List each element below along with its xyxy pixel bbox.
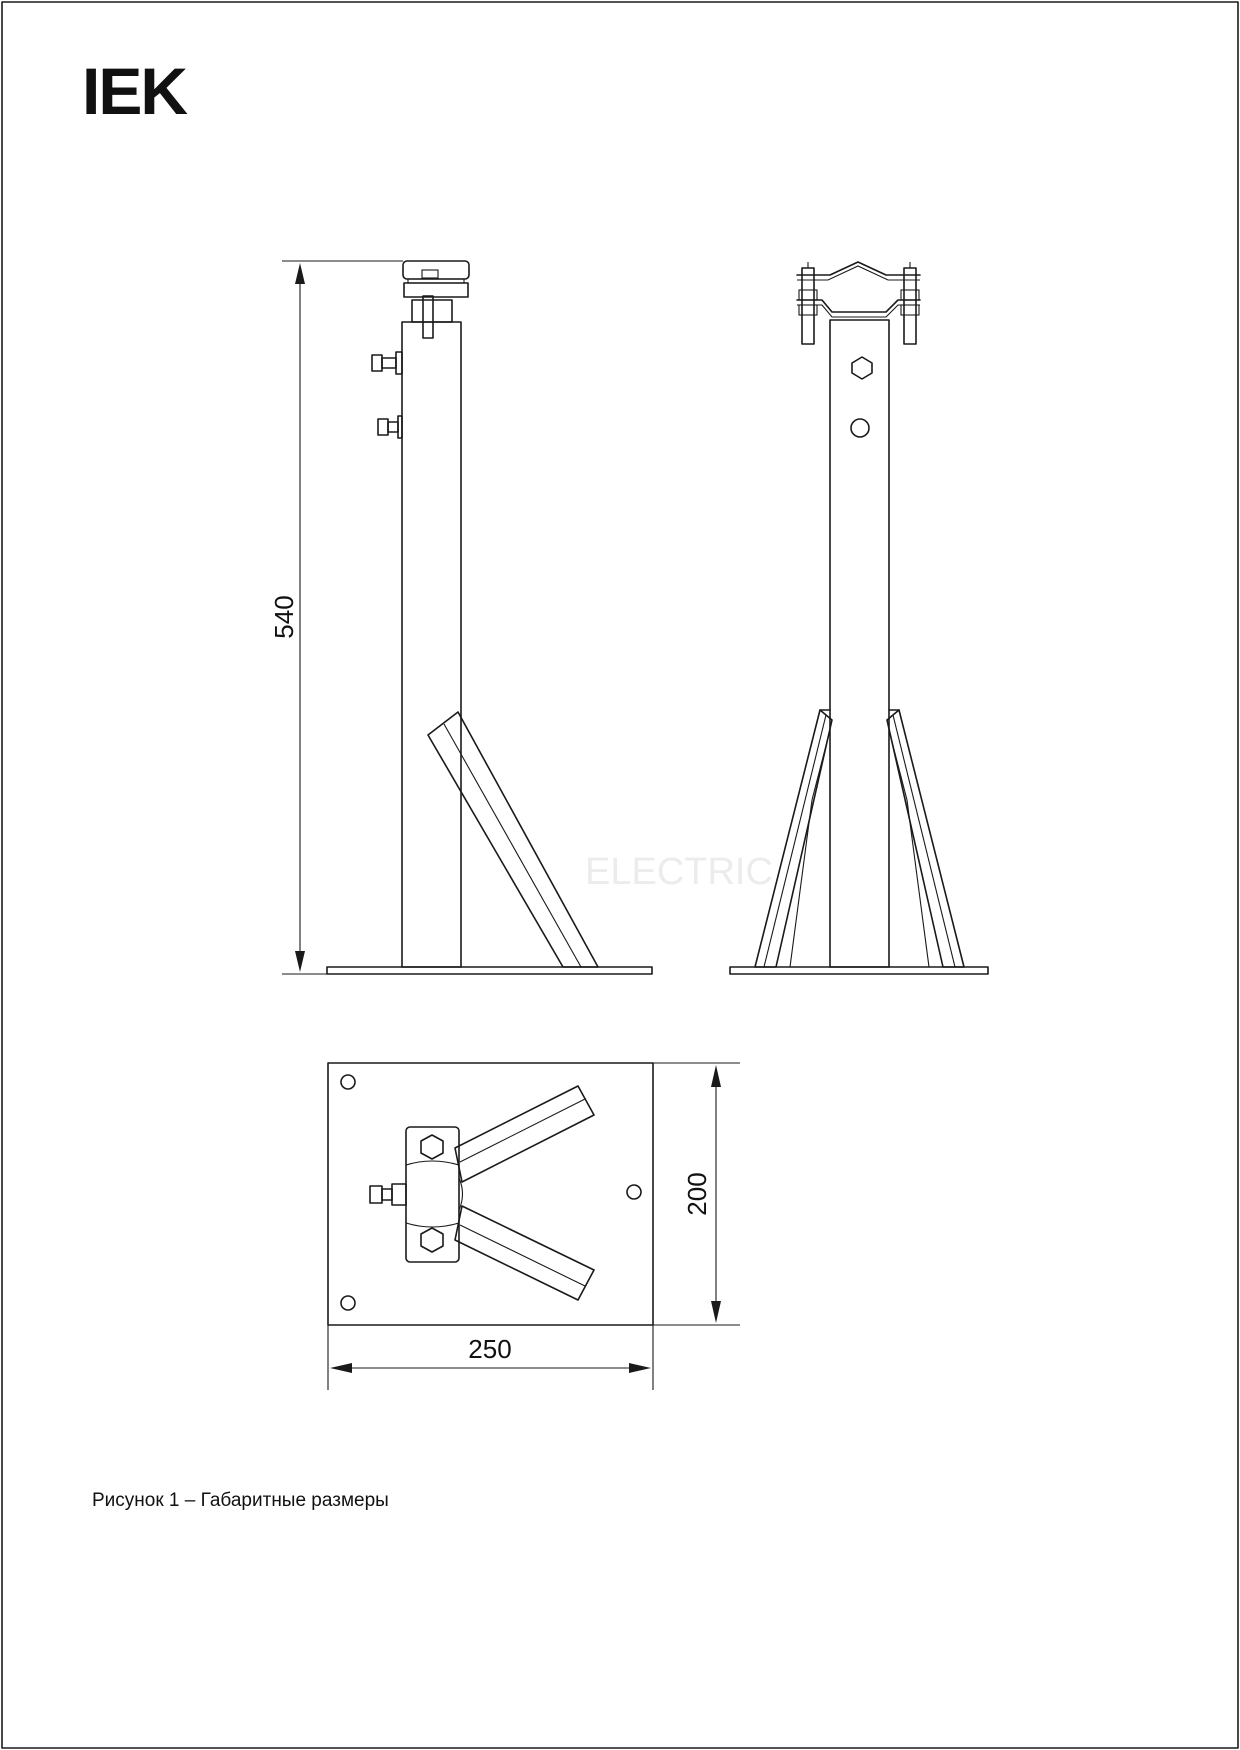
mount-hole-top-left [341, 1075, 355, 1089]
width-arrow-left [330, 1363, 352, 1373]
top-side-bolt [370, 1184, 406, 1205]
height-dimension-label: 540 [269, 595, 299, 639]
mount-hole-bottom-left [341, 1296, 355, 1310]
depth-arrow-top [711, 1065, 721, 1087]
height-arrow-bottom [295, 951, 305, 972]
front-pipe-clamp [797, 262, 920, 344]
front-hole-hex [852, 357, 872, 379]
side-base-plate [327, 967, 652, 974]
top-clamp-block [406, 1127, 459, 1262]
front-right-leg [887, 710, 964, 967]
width-dimension-label: 250 [468, 1334, 512, 1364]
figure-caption: Рисунок 1 – Габаритные размеры [92, 1490, 389, 1511]
front-hole-round [851, 419, 869, 437]
iek-logo: IEK [82, 54, 187, 128]
height-arrow-top [295, 263, 305, 284]
depth-dimension-label: 200 [682, 1172, 712, 1216]
top-view [328, 1063, 740, 1390]
front-left-leg [755, 710, 832, 967]
side-diagonal-brace [428, 712, 598, 967]
side-clamp-nut [422, 270, 438, 278]
top-base-plate [328, 1063, 653, 1325]
side-clamp-bolt [423, 296, 433, 338]
width-arrow-right [629, 1363, 651, 1373]
top-arm-lower [455, 1206, 594, 1300]
side-clamp-lower [404, 283, 468, 297]
top-clamp-nut-lower [421, 1228, 443, 1252]
depth-arrow-bottom [711, 1301, 721, 1323]
side-bolt-upper [372, 352, 402, 374]
side-brace-flange [444, 724, 581, 967]
top-clamp-nut-upper [421, 1135, 443, 1159]
side-inner-tube [412, 300, 452, 322]
side-main-tube [402, 322, 461, 967]
mount-hole-right [627, 1185, 641, 1199]
top-arm-upper [455, 1086, 594, 1182]
front-main-tube [830, 320, 889, 967]
front-base-plate [730, 967, 988, 974]
watermark: ELECTRIC [585, 851, 773, 893]
side-bolt-lower [378, 416, 402, 438]
